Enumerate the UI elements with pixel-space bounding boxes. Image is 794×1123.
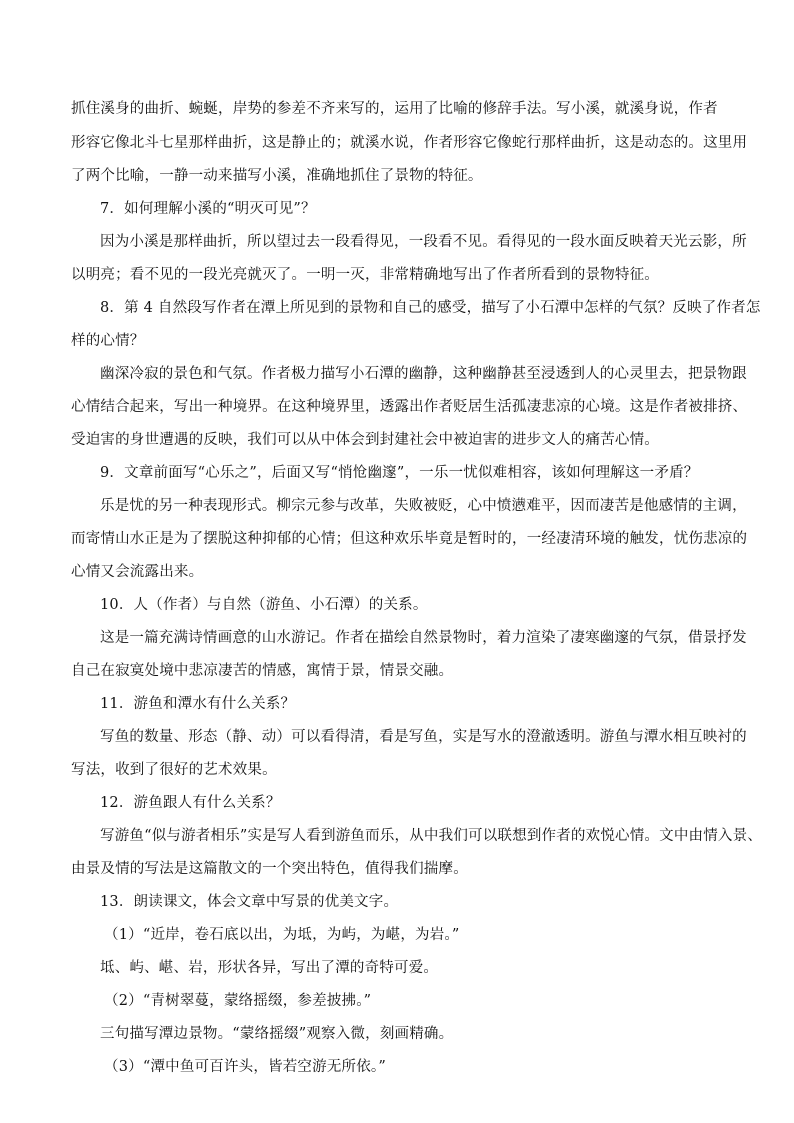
quote-line: （2）“青树翠蔓，蒙络摇缀，参差披拂。” (104, 993, 372, 1009)
paragraph-line: 三句描写潭边景物。“蒙络摇缀”观察入微，刻画精确。 (100, 1026, 454, 1042)
question-heading: 样的心情？ (71, 333, 145, 349)
paragraph-line: 而寄情山水正是为了摆脱这种抑郁的心情；但这种欢乐毕竟是暂时的，一经凄清环境的触发，忧伤悲凉的 (71, 531, 748, 547)
paragraph-line: 这是一篇充满诗情画意的山水游记。作者在描绘自然景物时，着力渲染了凄寒幽邃的气氛，借景抒发 (100, 630, 747, 646)
paragraph-line: 心情结合起来，写出一种境界。在这种境界里，透露出作者贬居生活孤凄悲凉的心境。这是作者被排挤、 (71, 399, 748, 415)
paragraph-line: 坻、屿、嵁、岩，形状各异，写出了潭的奇特可爱。 (100, 960, 439, 976)
question-heading: 13．朗读课文，体会文章中写景的优美文字。 (100, 894, 399, 910)
paragraph-line: 抓住溪身的曲折、蜿蜒，岸势的参差不齐来写的，运用了比喻的修辞手法。写小溪，就溪身说，作者 (71, 101, 718, 117)
paragraph-line: 由景及情的写法是这篇散文的一个突出特色，值得我们揣摩。 (71, 861, 468, 877)
paragraph-line: 写法，收到了很好的艺术效果。 (71, 762, 277, 778)
question-heading: 7．如何理解小溪的“明灭可见”？ (100, 201, 316, 217)
paragraph-line: 自己在寂寞处境中悲凉凄苦的情感，寓情于景，情景交融。 (71, 663, 454, 679)
paragraph-line: 写鱼的数量、形态（静、动）可以看得清，看是写鱼，实是写水的澄澈透明。游鱼与潭水相互映衬的 (100, 729, 747, 745)
question-heading: 12．游鱼跟人有什么关系？ (100, 795, 281, 811)
question-heading: 10．人（作者）与自然（游鱼、小石潭）的关系。 (100, 597, 428, 613)
quote-line: （1）“近岸，卷石底以出，为坻，为屿，为嵁，为岩。” (104, 927, 460, 943)
paragraph-line: 乐是忧的另一种表现形式。柳宗元参与改革，失败被贬，心中愤懑难平，因而凄苦是他感情的主调， (100, 498, 747, 514)
paragraph-line: 幽深冷寂的景色和气氛。作者极力描写小石潭的幽静，这种幽静甚至浸透到人的心灵里去，把景物跟 (100, 366, 747, 382)
paragraph-line: 心情又会流露出来。 (71, 564, 204, 580)
question-heading: 9．文章前面写“心乐之”，后面又写“悄怆幽邃”，一乐一忧似难相容，该如何理解这一矛盾？ (100, 465, 699, 481)
paragraph-line: 写游鱼“似与游者相乐”实是写人看到游鱼而乐，从中我们可以联想到作者的欢悦心情。文中由情入景、 (100, 828, 763, 844)
paragraph-line: 形容它像北斗七星那样曲折，这是静止的；就溪水说，作者形容它像蛇行那样曲折，这是动态的。这里用 (71, 135, 748, 151)
paragraph-line: 了两个比喻，一静一动来描写小溪，准确地抓住了景物的特征。 (71, 168, 483, 184)
paragraph-line: 因为小溪是那样曲折，所以望过去一段看得见，一段看不见。看得见的一段水面反映着天光云影，所 (100, 234, 747, 250)
question-heading: 11．游鱼和潭水有什么关系？ (100, 696, 296, 712)
paragraph-line: 受迫害的身世遭遇的反映，我们可以从中体会到封建社会中被迫害的进步文人的痛苦心情。 (71, 432, 659, 448)
question-heading: 8．第 4 自然段写作者在潭上所见到的景物和自己的感受，描写了小石潭中怎样的气氛？反映了作者怎 (100, 300, 761, 316)
quote-line: （3）“潭中鱼可百许头，皆若空游无所依。” (104, 1059, 386, 1075)
paragraph-line: 以明亮；看不见的一段光亮就灭了。一明一灭，非常精确地写出了作者所看到的景物特征。 (71, 267, 659, 283)
